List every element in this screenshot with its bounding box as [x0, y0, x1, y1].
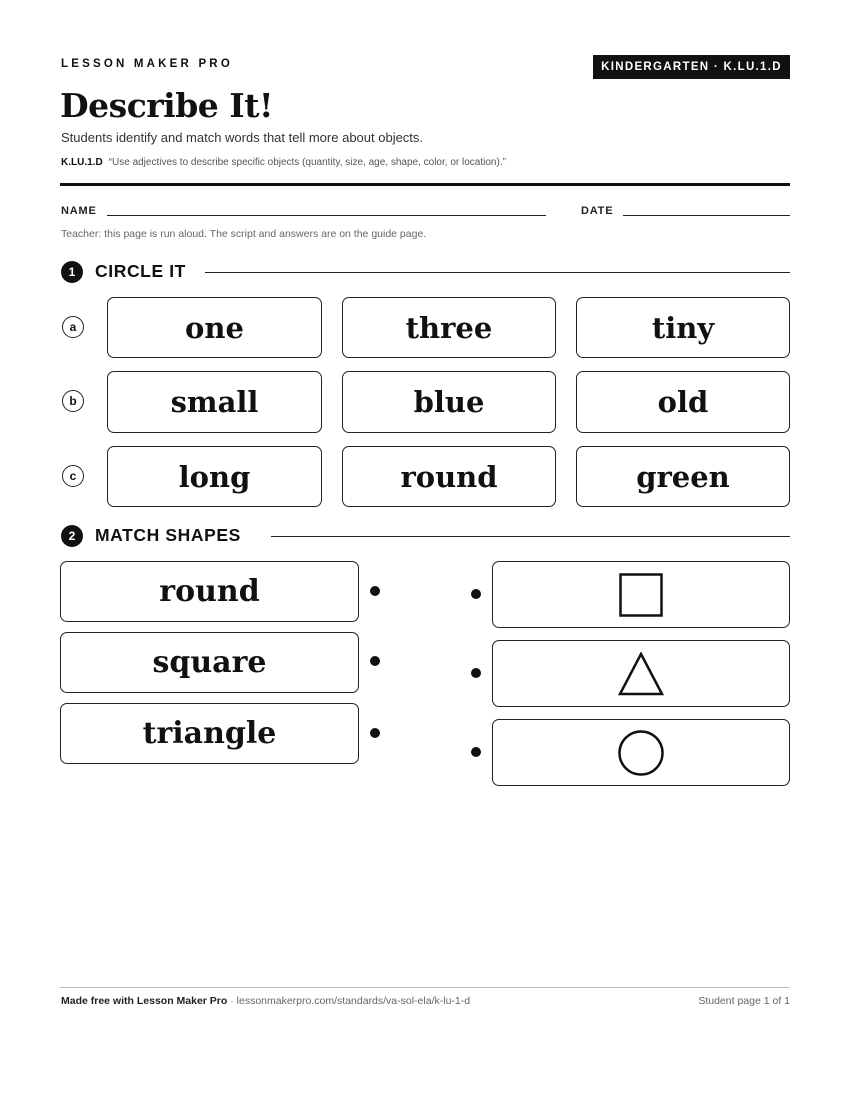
teacher-note: Teacher: this page is run aloud. The script and answers are on the guide page.: [61, 228, 427, 240]
word-card[interactable]: green: [576, 446, 790, 507]
section-number: 1: [61, 261, 83, 283]
word-card[interactable]: three: [342, 297, 556, 358]
row-marker: c: [62, 465, 84, 487]
row-marker: a: [62, 316, 84, 338]
footer-credit: [61, 995, 470, 1007]
section-title: MATCH SHAPES: [95, 525, 241, 545]
row-marker: b: [62, 390, 84, 412]
shape-card[interactable]: [492, 719, 790, 786]
word-card[interactable]: one: [107, 297, 322, 358]
section-rule: [271, 536, 790, 537]
footer-divider: [60, 987, 790, 988]
match-dot[interactable]: [370, 656, 380, 666]
word-card[interactable]: tiny: [576, 297, 790, 358]
brand-name: LESSON MAKER PRO: [61, 58, 233, 70]
match-dot[interactable]: [471, 668, 481, 678]
footer-page-number: Student page 1 of 1: [698, 995, 790, 1007]
word-card[interactable]: old: [576, 371, 790, 433]
standard-code: K.LU.1.D: [61, 157, 103, 168]
name-field[interactable]: [107, 215, 546, 216]
triangle-icon: [618, 652, 664, 696]
date-label: DATE: [581, 205, 614, 217]
match-dot[interactable]: [370, 728, 380, 738]
section-title: CIRCLE IT: [95, 261, 186, 281]
shape-card[interactable]: [492, 640, 790, 707]
match-word-card[interactable]: square: [60, 632, 359, 693]
standard-line: [61, 157, 506, 168]
page-subtitle: Students identify and match words that tell more about objects.: [61, 130, 424, 145]
match-dot[interactable]: [471, 589, 481, 599]
match-dot[interactable]: [370, 586, 380, 596]
footer-url[interactable]: lessonmakerpro.com/standards/va-sol-ela/k-lu-1-d: [236, 995, 471, 1007]
match-dot[interactable]: [471, 747, 481, 757]
section-number: 2: [61, 525, 83, 547]
match-word-card[interactable]: round: [60, 561, 359, 622]
circle-icon: [617, 729, 665, 777]
match-word-card[interactable]: triangle: [60, 703, 359, 764]
section-rule: [205, 272, 790, 273]
word-card[interactable]: blue: [342, 371, 556, 433]
grade-badge: KINDERGARTEN · K.LU.1.D: [593, 55, 790, 79]
footer-made-with: Made free with Lesson Maker Pro: [61, 995, 228, 1007]
word-card[interactable]: small: [107, 371, 322, 433]
footer-separator: ·: [227, 995, 237, 1007]
standard-text: “Use adjectives to describe specific objects (quantity, size, age, shape, color, or location).”: [108, 157, 506, 168]
word-card[interactable]: round: [342, 446, 556, 507]
header-divider: [60, 183, 790, 186]
word-card[interactable]: long: [107, 446, 322, 507]
name-label: NAME: [61, 205, 97, 217]
shape-card[interactable]: [492, 561, 790, 628]
square-icon: [619, 573, 663, 617]
page-title: Describe It!: [60, 86, 273, 125]
date-field[interactable]: [623, 215, 790, 216]
